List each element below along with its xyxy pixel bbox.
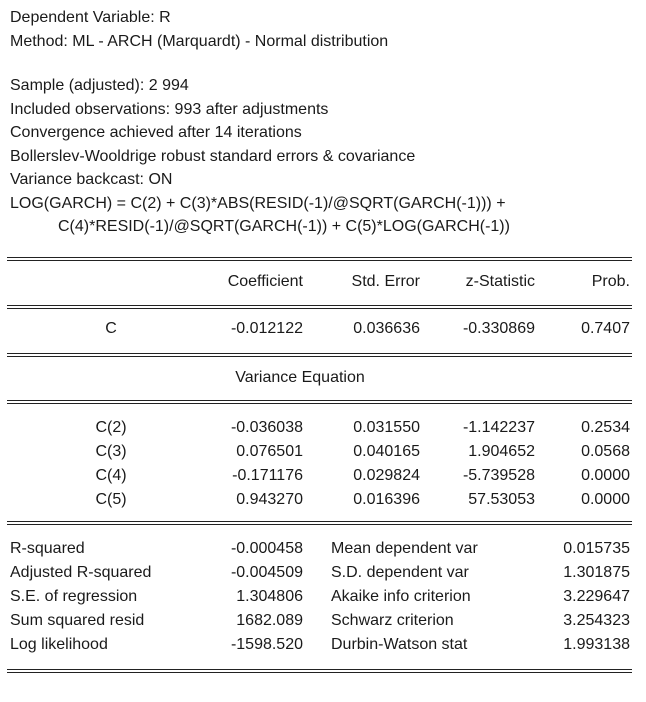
stat-label: Schwarz criterion (331, 612, 454, 629)
table-row (0, 488, 646, 512)
table-row (0, 440, 646, 464)
coefficient-value: 0.076501 (236, 443, 303, 460)
mean-equation-rule (7, 353, 632, 357)
prob-value: 0.0000 (581, 467, 630, 484)
table-bottom-rule (7, 669, 632, 673)
table-top-rule (7, 257, 632, 261)
coefficient-header: Coefficient (227, 273, 303, 290)
stat-value: -0.000458 (230, 540, 303, 557)
table-row (0, 416, 646, 440)
stat-value: 3.254323 (563, 612, 630, 629)
variance-title-rule (7, 400, 632, 404)
table-row (0, 317, 646, 341)
table-row (0, 464, 646, 488)
column-header-row (0, 270, 646, 294)
stat-value: 1.304806 (236, 588, 303, 605)
method-line: Method: ML - ARCH (Marquardt) - Normal distribution (10, 32, 389, 50)
variance-equation-title-row (0, 366, 646, 390)
variable-name: C(4) (95, 467, 127, 484)
stat-value: -1598.520 (230, 636, 303, 653)
variance-equation-spec-line1: LOG(GARCH) = C(2) + C(3)*ABS(RESID(-1)/@SQRT(GARCH(-1))) + (10, 194, 506, 212)
z-statistic-value: -0.330869 (462, 320, 535, 337)
stats-row (0, 633, 646, 657)
stats-row (0, 537, 646, 561)
variable-name: C(2) (95, 419, 127, 436)
convergence-line: Convergence achieved after 14 iterations (10, 124, 302, 141)
variance-equation-rule (7, 521, 632, 525)
std-error-header: Std. Error (351, 273, 420, 290)
header-rule (7, 305, 632, 309)
estimation-header (10, 6, 510, 239)
prob-value: 0.0000 (581, 491, 630, 508)
stat-value: -0.004509 (230, 564, 303, 581)
coefficient-value: -0.036038 (230, 419, 303, 436)
stat-label: S.E. of regression (10, 588, 138, 605)
prob-header: Prob. (591, 273, 630, 290)
z-statistic-header: z-Statistic (465, 273, 535, 290)
variance-equation-title: Variance Equation (235, 369, 365, 386)
sample-line: Sample (adjusted): 2 994 (10, 77, 189, 94)
stats-row (0, 609, 646, 633)
std-error-value: 0.016396 (353, 491, 420, 508)
variable-name: C(3) (95, 443, 127, 460)
variable-name: C (105, 320, 117, 337)
robust-errors-line: Bollerslev-Wooldrige robust standard errors & covariance (10, 147, 416, 165)
stat-label: Log likelihood (10, 636, 108, 653)
prob-value: 0.0568 (581, 443, 630, 460)
coefficient-value: 0.943270 (236, 491, 303, 508)
prob-value: 0.7407 (581, 320, 630, 337)
std-error-value: 0.031550 (353, 419, 420, 436)
coefficient-value: -0.012122 (230, 320, 303, 337)
z-statistic-value: -1.142237 (462, 419, 535, 436)
prob-value: 0.2534 (581, 419, 630, 436)
z-statistic-value: -5.739528 (462, 467, 535, 484)
stat-label: Sum squared resid (10, 612, 145, 629)
stat-value: 3.229647 (563, 588, 630, 605)
stat-value: 1.993138 (563, 636, 630, 653)
stats-row (0, 585, 646, 609)
stat-label: Adjusted R-squared (10, 564, 152, 581)
dependent-variable: Dependent Variable: R (10, 9, 171, 26)
std-error-value: 0.040165 (353, 443, 420, 460)
stat-value: 1.301875 (563, 564, 630, 581)
variance-equation-spec-line2: C(4)*RESID(-1)/@SQRT(GARCH(-1)) + C(5)*LOG(GARCH(-1)) (58, 218, 510, 235)
stat-value: 1682.089 (236, 612, 303, 629)
stat-label: Mean dependent var (331, 540, 478, 557)
stat-label: Akaike info criterion (331, 588, 471, 605)
backcast-line: Variance backcast: ON (10, 171, 173, 188)
std-error-value: 0.036636 (353, 320, 420, 337)
stat-value: 0.015735 (563, 540, 630, 557)
z-statistic-value: 57.53053 (468, 491, 535, 508)
stat-label: S.D. dependent var (331, 564, 469, 581)
variable-name: C(5) (95, 491, 127, 508)
stat-label: R-squared (10, 540, 85, 557)
stats-row (0, 561, 646, 585)
std-error-value: 0.029824 (353, 467, 420, 484)
z-statistic-value: 1.904652 (468, 443, 535, 460)
observations-line: Included observations: 993 after adjustments (10, 100, 329, 118)
coefficient-value: -0.171176 (232, 467, 303, 484)
stat-label: Durbin-Watson stat (331, 636, 468, 653)
